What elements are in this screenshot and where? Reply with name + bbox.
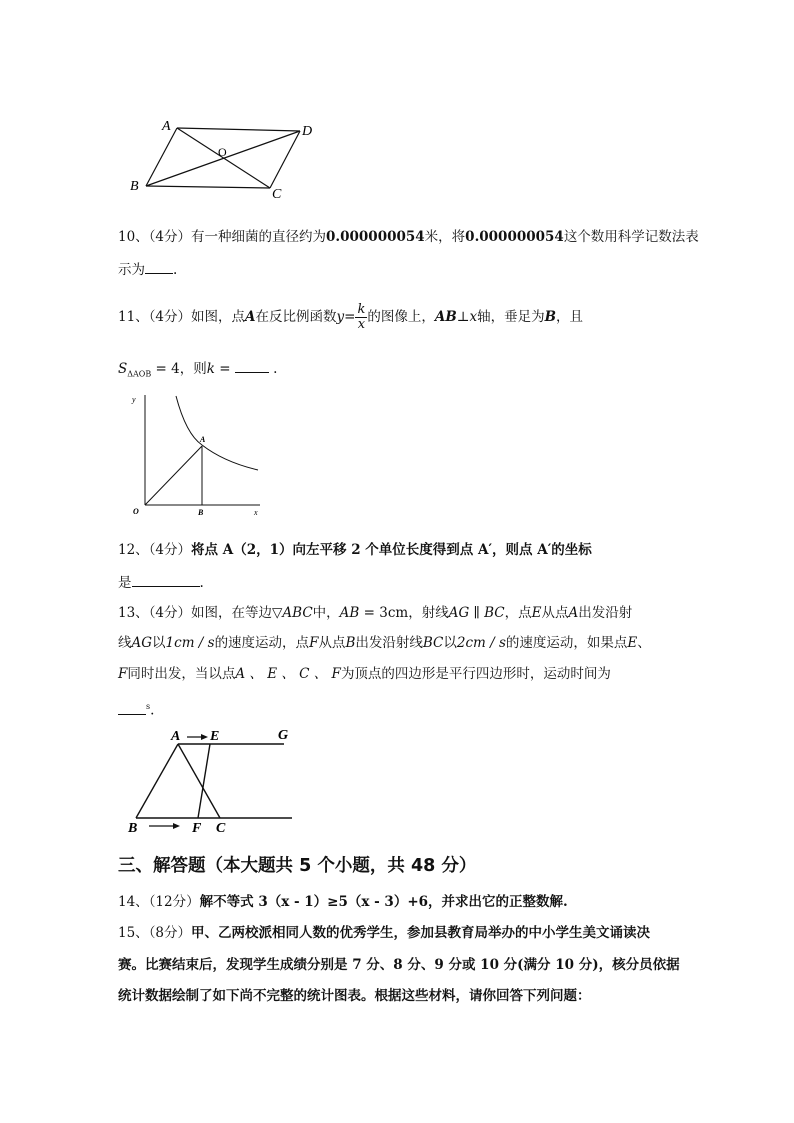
question-13-line2: 线AG以1cm / s的速度运动，点F从点B出发沿射线BC以2cm / s的速度运动，如果点E、 — [118, 635, 651, 651]
axis-x-label: x — [254, 508, 258, 517]
axis-y-label: y — [132, 395, 136, 404]
question-12: 12、（4分）将点 A（2，1）向左平移 2 个单位长度得到点 A′，则点 A′的坐标 — [118, 542, 592, 558]
label-a: A — [171, 729, 181, 744]
answer-blank[interactable] — [235, 358, 269, 373]
label-c: C — [216, 821, 226, 836]
parallel-lines-figure — [122, 722, 302, 840]
question-15-line3: 统计数据绘制了如下尚不完整的统计图表。根据这些材料，请你回答下列问题： — [118, 988, 591, 1004]
question-10-line2: 示为 . — [118, 259, 177, 280]
answer-blank[interactable] — [118, 700, 146, 715]
answer-blank[interactable] — [132, 572, 200, 587]
origin-label: O — [133, 507, 139, 516]
question-13: 13、（4分）如图，在等边▽ABC中，AB = 3cm，射线AG ∥ BC，点E从点A出发沿射 — [118, 605, 633, 621]
question-10: 10、（4分）有一种细菌的直径约为0.000000054米，将0.000000054这个数用科学记数法表 — [118, 229, 699, 245]
fraction-k-over-x: $\frac{k}{x}$ — [357, 302, 366, 332]
question-13-line3: F同时出发，当以点A 、 E 、 C 、 F为顶点的四边形是平行四边形时，运动时间为 — [118, 666, 611, 682]
label-o: O — [218, 145, 227, 159]
label-b: B — [128, 821, 138, 836]
point-a-label: A — [200, 435, 206, 444]
hyperbola-graph — [120, 390, 270, 525]
parallelogram-figure — [120, 110, 330, 200]
question-11-line2: $S_{\Delta AOB} = 4$，则k = . — [118, 358, 277, 385]
question-13-line4: $^s$. — [118, 697, 154, 721]
question-12-line2: 是 . — [118, 572, 204, 593]
label-a: A — [162, 119, 171, 134]
label-f: F — [192, 821, 202, 836]
label-e: E — [210, 729, 220, 744]
label-b: B — [130, 179, 139, 194]
label-d: D — [302, 124, 313, 139]
question-15: 15、（8分）甲、乙两校派相同人数的优秀学生，参加县教育局举办的中小学生美文诵读决 — [118, 925, 651, 941]
label-g: G — [278, 728, 289, 743]
section-title: 三、解答题（本大题共 5 个小题，共 48 分） — [118, 856, 477, 876]
label-c: C — [272, 187, 282, 200]
question-14: 14、（12分）解不等式 3（x - 1）≥5（x - 3）+6，并求出它的正整数解. — [118, 894, 568, 910]
question-11: 11、（4分）如图，点A在反比例函数y= $\frac{k}{x}$ 的图像上，AB⊥x轴，垂足为B，且 — [118, 302, 583, 332]
point-b-label: B — [198, 508, 204, 517]
answer-blank[interactable] — [145, 259, 173, 274]
question-15-line2: 赛。比赛结束后，发现学生成绩分别是 7 分、8 分、9 分或 10 分(满分 10 分)，核分员依据 — [118, 957, 680, 973]
